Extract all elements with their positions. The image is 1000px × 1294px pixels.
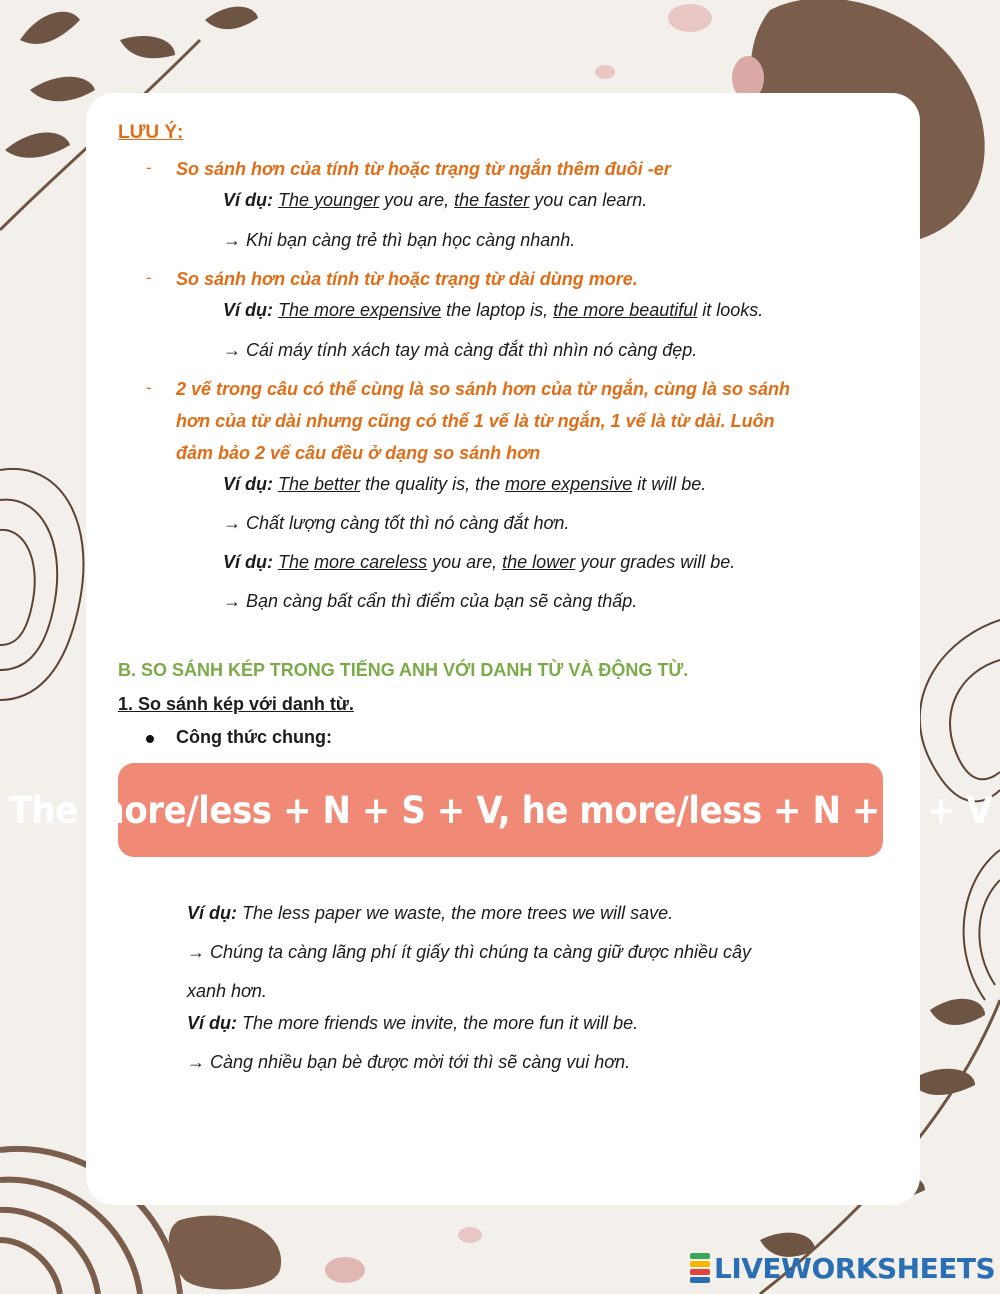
example-line: Ví dụ: The younger you are, the faster you can learn. [223,190,648,210]
rule-dash: - [146,378,152,397]
arrow-icon: → [187,1052,205,1072]
arrow-icon: → [223,591,241,611]
section-b-title: B. SO SÁNH KÉP TRONG TIẾNG ANH VỚI DANH TỪ VÀ ĐỘNG TỪ. [118,660,689,680]
rule-dash: - [146,158,152,177]
translation-line: → Khi bạn càng trẻ thì bạn học càng nhanh. [223,230,576,250]
arrow-icon: → [223,340,241,360]
rule-text: hơn của từ dài nhưng cũng có thể 1 vế là từ ngắn, 1 vế là từ dài. Luôn [176,411,775,431]
example-label: Ví dụ: [223,552,273,572]
example-line: Ví dụ: The more expensive the laptop is, the more beautiful it looks. [223,300,764,320]
example-line: Ví dụ: The more careless you are, the lower your grades will be. [223,552,736,572]
example-line: Ví dụ: The more friends we invite, the more fun it will be. [187,1013,639,1033]
bullet-icon [146,735,154,743]
translation-line: → Bạn càng bất cẩn thì điểm của bạn sẽ càng thấp. [223,591,638,611]
note-title: LƯU Ý: [118,122,184,143]
liveworksheets-logo-icon [690,1253,710,1283]
translation-line: → Cái máy tính xách tay mà càng đắt thì nhìn nó càng đẹp. [223,340,698,360]
example-label: Ví dụ: [223,474,273,494]
rule-text: đảm bảo 2 vế câu đều ở dạng so sánh hơn [176,443,541,463]
rule-text: So sánh hơn của tính từ hoặc trạng từ ngắn thêm đuôi -er [176,159,671,179]
liveworksheets-logo[interactable] [690,1250,995,1286]
formula-box [8,763,993,857]
subsection-title: 1. So sánh kép với danh từ. [118,694,354,714]
arrow-icon: → [223,513,241,533]
formula-text: The more/less + N + S + V, he more/less + N + S + V [8,788,993,832]
logo-text: LIVEWORKSHEETS [714,1251,996,1285]
example-label: Ví dụ: [187,1013,237,1033]
content-card [86,93,920,1205]
arrow-icon: → [223,230,241,250]
rule-text: So sánh hơn của tính từ hoặc trạng từ dài dùng more. [176,269,638,289]
arrow-icon: → [187,942,205,962]
rule-text: 2 vế trong câu có thể cùng là so sánh hơn của từ ngắn, cùng là so sánh [176,379,791,399]
example-label: Ví dụ: [223,190,273,210]
translation-line: → Chúng ta càng lãng phí ít giấy thì chúng ta càng giữ được nhiều cây [187,942,752,962]
translation-line: → Càng nhiều bạn bè được mời tới thì sẽ càng vui hơn. [187,1052,631,1072]
example-line: Ví dụ: The better the quality is, the more expensive it will be. [223,474,707,494]
bullet-text: Công thức chung: [176,727,333,747]
rule-dash: - [146,268,152,287]
example-label: Ví dụ: [223,300,273,320]
translation-line-cont: xanh hơn. [187,981,267,1001]
translation-line: → Chất lượng càng tốt thì nó càng đắt hơn. [223,513,570,533]
example-line: Ví dụ: The less paper we waste, the more trees we will save. [187,903,674,923]
example-label: Ví dụ: [187,903,237,923]
